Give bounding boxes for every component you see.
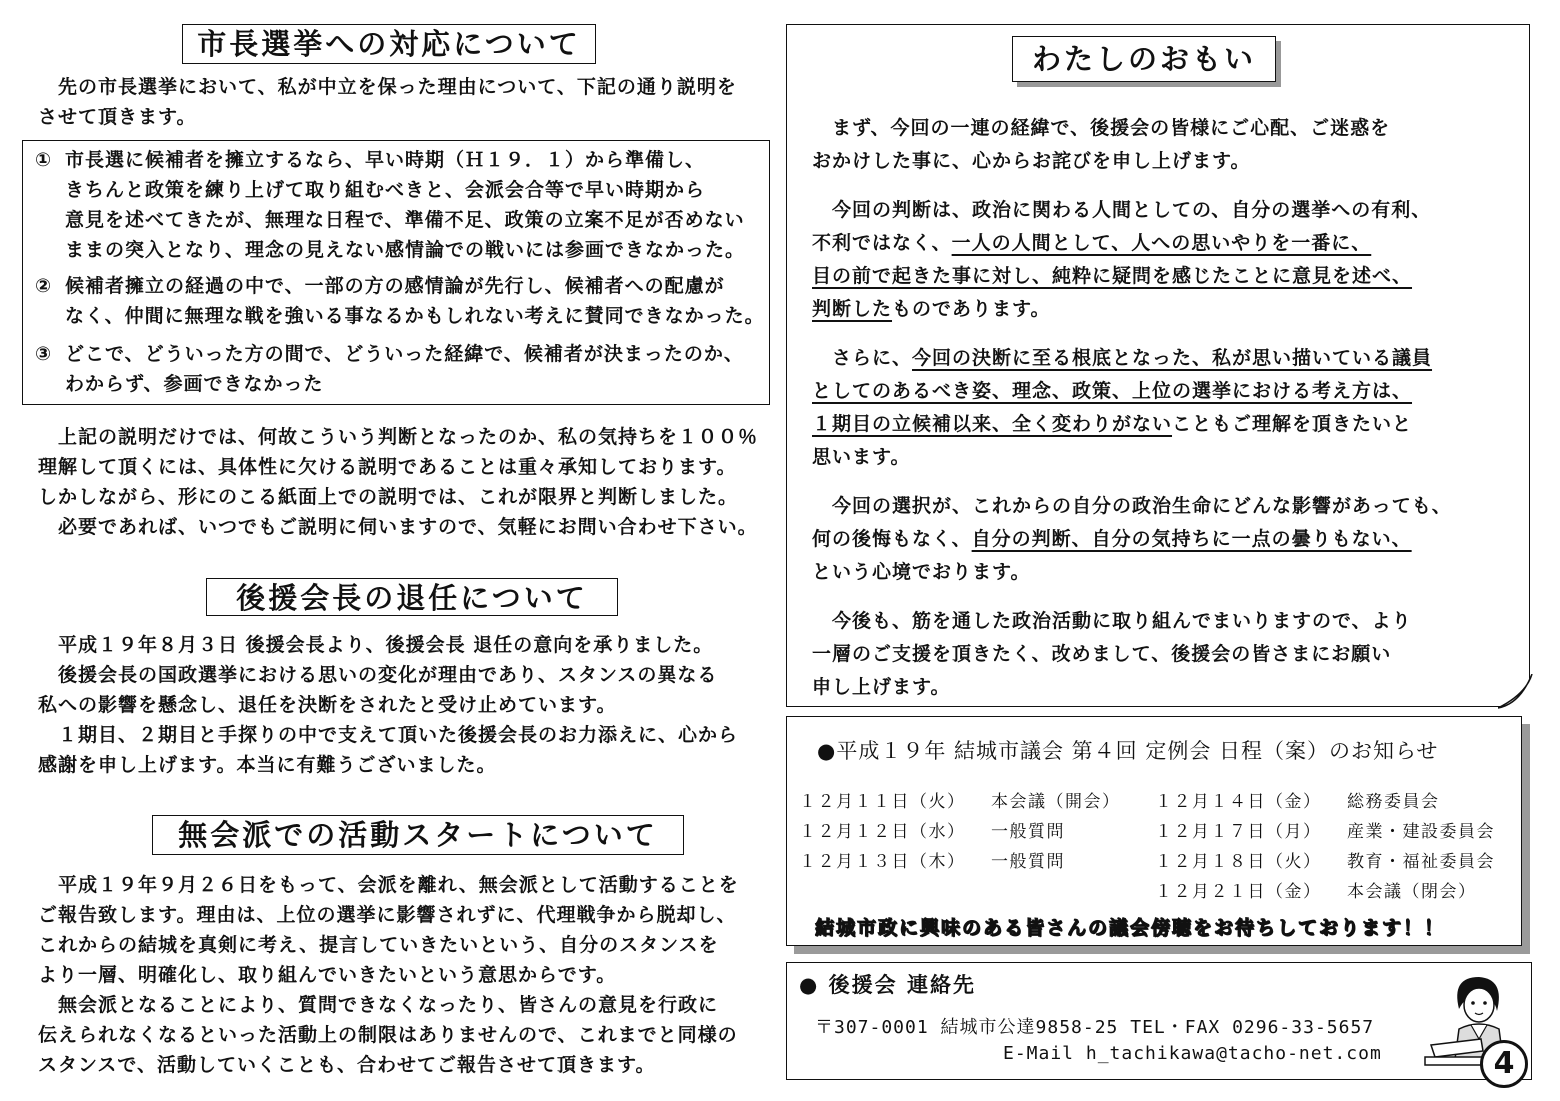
mayor-after-line: しかしながら、形にのこる紙面上での説明では、これが限界と判断しました。 bbox=[38, 486, 739, 508]
schedule-date: １２月２１日（金） bbox=[1155, 882, 1322, 902]
reason-3-line: わからず、参画できなかった bbox=[65, 373, 324, 395]
schedule-event: 一般質問 bbox=[991, 852, 1065, 872]
schedule-row bbox=[1155, 787, 1495, 817]
thoughts-p2-text: 不利ではなく、 bbox=[812, 232, 952, 254]
independent-line: これからの結城を真剣に考え、提言していきたいという、自分のスタンスを bbox=[38, 934, 719, 956]
thoughts-p2-emphasis: 判断した bbox=[812, 298, 893, 320]
schedule-row bbox=[799, 847, 1121, 877]
thoughts-p2-line bbox=[812, 293, 1452, 326]
schedule-event: 本会議（開会） bbox=[991, 792, 1121, 812]
schedule-date: １２月１４日（金） bbox=[1155, 792, 1322, 812]
contact-address: 〒307-0001 結城市公達9858-25 TEL・FAX 0296-33-5657 bbox=[815, 1017, 1375, 1038]
reason-1-line: ままの突入となり、理念の見えない感情論での戦いには参画できなかった。 bbox=[65, 239, 746, 261]
schedule-event: 教育・福祉委員会 bbox=[1347, 852, 1495, 872]
reason-3 bbox=[35, 339, 744, 399]
independent-line: 平成１９年９月２６日をもって、会派を離れ、無会派として活動することを bbox=[58, 874, 739, 896]
mayor-after-line: 必要であれば、いつでもご説明に伺いますので、気軽にお問い合わせ下さい。 bbox=[58, 516, 758, 538]
schedule-row bbox=[1155, 817, 1495, 847]
schedule-row bbox=[1155, 847, 1495, 877]
mayor-intro-line-1: 先の市長選挙において、私が中立を保った理由について、下記の通り説明を bbox=[58, 76, 737, 98]
thoughts-p4-text: 何の後悔もなく、 bbox=[812, 528, 972, 550]
schedule-event: 本会議（閉会） bbox=[1347, 882, 1477, 902]
thoughts-p5-line: 一層のご支援を頂きたく、改めまして、後援会の皆さまにお願い bbox=[812, 643, 1392, 665]
schedule-footer: 結城市政に興味のある皆さんの議会傍聴をお待ちしております！！ bbox=[815, 917, 1446, 939]
thoughts-p1-line: まず、今回の一連の経緯で、後援会の皆様にご心配、ご迷惑を bbox=[832, 117, 1391, 139]
thoughts-p4-line: という心境でおります。 bbox=[812, 561, 1031, 583]
thoughts-p2-line bbox=[812, 227, 1452, 260]
thoughts-p5-line: 今後も、筋を通した政治活動に取り組んでまいりますので、より bbox=[832, 610, 1412, 632]
independent-text bbox=[38, 870, 739, 1080]
retire-line: 私への影響を懸念し、退任を決断をされたと受け止めています。 bbox=[38, 694, 617, 716]
independent-line: 伝えられなくなるといった活動上の制限はありませんので、これまでと同様の bbox=[38, 1024, 738, 1046]
thoughts-p3-text: さらに、 bbox=[832, 347, 913, 369]
thoughts-p3-line bbox=[812, 342, 1452, 375]
schedule-event: 総務委員会 bbox=[1347, 792, 1440, 812]
reason-1-line: 市長選に候補者を擁立するなら、早い時期（Ｈ１９．１）から準備し、 bbox=[65, 149, 706, 171]
schedule-date: １２月１２日（水） bbox=[799, 822, 966, 842]
thoughts-p3-emphasis: としてのあるべき姿、理念、政策、上位の選挙における考え方は、 bbox=[812, 380, 1413, 402]
reason-2-number: ② bbox=[35, 275, 53, 297]
schedule-row bbox=[1155, 877, 1495, 907]
retire-text bbox=[38, 630, 738, 780]
reason-2-line: 候補者擁立の経過の中で、一部の方の感情論が先行し、候補者への配慮が bbox=[65, 275, 725, 297]
thoughts-p2-line bbox=[812, 260, 1452, 293]
schedule-date: １２月１７日（月） bbox=[1155, 822, 1322, 842]
thoughts-title: わたしのおもい bbox=[1012, 36, 1276, 82]
contact-title: ● 後援会 連絡先 bbox=[799, 973, 976, 997]
thoughts-p4-emphasis: 自分の判断、自分の気持ちに一点の曇りもない、 bbox=[971, 528, 1412, 550]
independent-line: ご報告致します。理由は、上位の選挙に影響されずに、代理戦争から脱却し、 bbox=[38, 904, 737, 926]
thoughts-p2-emphasis: 目の前で起きた事に対し、純粋に疑問を感じたことに意見を述べ、 bbox=[812, 265, 1413, 287]
schedule-right-list bbox=[1155, 787, 1495, 907]
contact-email: E-Mail h_tachikawa@tacho-net.com bbox=[1003, 1043, 1382, 1064]
thoughts-p3-line bbox=[812, 375, 1452, 408]
mayor-intro-line-2: させて頂きます。 bbox=[38, 106, 197, 128]
reason-1 bbox=[35, 145, 745, 265]
mayor-after-text bbox=[38, 422, 758, 542]
retire-line: 感謝を申し上げます。本当に有難うございました。 bbox=[38, 754, 497, 776]
thoughts-p4-line: 今回の選択が、これからの自分の政治生命にどんな影響があっても、 bbox=[832, 495, 1452, 517]
page-curl-icon bbox=[1498, 674, 1534, 710]
page-number: 4 bbox=[1480, 1040, 1528, 1088]
thoughts-p2-text: ものであります。 bbox=[892, 298, 1051, 320]
schedule-event: 産業・建設委員会 bbox=[1347, 822, 1495, 842]
independent-line: スタンスで、活動していくことも、合わせてご報告させて頂きます。 bbox=[38, 1054, 656, 1076]
schedule-title: ●平成１９年 結城市議会 第４回 定例会 日程（案）のお知らせ bbox=[817, 739, 1439, 763]
thoughts-p4-line bbox=[812, 523, 1452, 556]
schedule-row bbox=[799, 787, 1121, 817]
thoughts-p3-line bbox=[812, 408, 1452, 441]
reason-3-number: ③ bbox=[35, 343, 53, 365]
independent-line: 無会派となることにより、質問できなくなったり、皆さんの意見を行政に bbox=[58, 994, 719, 1016]
thoughts-text bbox=[812, 112, 1452, 704]
independent-section-title: 無会派での活動スタートについて bbox=[152, 815, 684, 855]
schedule-date: １２月１１日（火） bbox=[799, 792, 966, 812]
reason-1-number: ① bbox=[35, 149, 53, 171]
schedule-date: １２月１３日（木） bbox=[799, 852, 966, 872]
schedule-date: １２月１８日（火） bbox=[1155, 852, 1322, 872]
schedule-box bbox=[786, 716, 1522, 946]
schedule-event: 一般質問 bbox=[991, 822, 1065, 842]
independent-line: より一層、明確化し、取り組んでいきたいという意思からです。 bbox=[38, 964, 617, 986]
mayor-intro bbox=[38, 72, 737, 132]
thoughts-p3-emphasis: １期目の立候補以来、全く変わりがない bbox=[812, 413, 1173, 435]
schedule-left-list bbox=[799, 787, 1121, 877]
reason-2-line: なく、仲間に無理な戦を強いる事なるかもしれない考えに賛同できなかった。 bbox=[65, 305, 765, 327]
retire-section-title: 後援会長の退任について bbox=[206, 578, 618, 616]
thoughts-p2-emphasis: 一人の人間として、人への思いやりを一番に、 bbox=[951, 232, 1372, 254]
thoughts-p1-line: おかけした事に、心からお詫びを申し上げます。 bbox=[812, 150, 1251, 172]
mayor-after-line: 理解して頂くには、具体性に欠ける説明であることは重々承知しております。 bbox=[38, 456, 737, 478]
thoughts-p5-line: 申し上げます。 bbox=[812, 676, 951, 698]
retire-line: 後援会長の国政選挙における思いの変化が理由であり、スタンスの異なる bbox=[58, 664, 718, 686]
mayor-after-line: 上記の説明だけでは、何故こういう判断となったのか、私の気持ちを１００％ bbox=[58, 426, 759, 448]
contact-box bbox=[786, 962, 1532, 1080]
retire-line: １期目、２期目と手探りの中で支えて頂いた後援会長のお力添えに、心から bbox=[58, 724, 739, 746]
mayor-section-title: 市長選挙への対応について bbox=[182, 24, 596, 64]
thoughts-p3-line: 思います。 bbox=[812, 446, 911, 468]
reason-2 bbox=[35, 271, 765, 331]
thoughts-p3-text: こともご理解を頂きたいと bbox=[1172, 413, 1413, 435]
retire-line: 平成１９年８月３日 後援会長より、後援会長 退任の意向を承りました。 bbox=[58, 634, 714, 656]
reasons-box bbox=[22, 140, 770, 405]
reason-1-line: 意見を述べてきたが、無理な日程で、準備不足、政策の立案不足が否めない bbox=[65, 209, 745, 231]
reason-3-line: どこで、どういった方の間で、どういった経緯で、候補者が決まったのか、 bbox=[65, 343, 744, 365]
schedule-row bbox=[799, 817, 1121, 847]
reason-1-line: きちんと政策を練り上げて取り組むべきと、会派会合等で早い時期から bbox=[65, 179, 706, 201]
thoughts-p3-emphasis: 今回の決断に至る根底となった、私が思い描いている議員 bbox=[912, 347, 1433, 369]
thoughts-p2-line: 今回の判断は、政治に関わる人間としての、自分の選挙への有利、 bbox=[832, 199, 1432, 221]
